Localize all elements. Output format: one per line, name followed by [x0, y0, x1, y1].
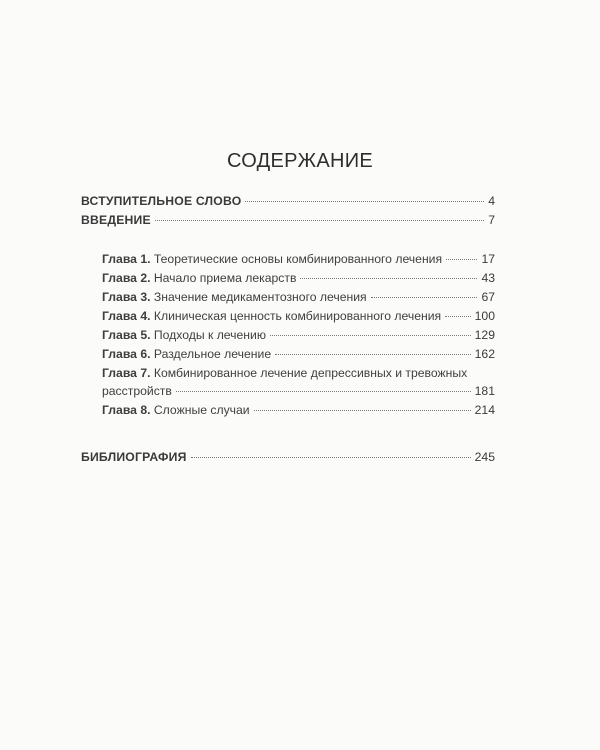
toc-entry-chapter-1: [102, 251, 495, 267]
toc-heading: СОДЕРЖАНИЕ: [226, 150, 374, 172]
page-number: 181: [474, 384, 495, 398]
chapter-label: Глава 2.: [102, 271, 151, 285]
toc-entry-chapter-3: [102, 289, 495, 305]
toc-entry-bibliography: [81, 449, 495, 465]
dot-leader: [300, 277, 477, 279]
chapter-label: Глава 3.: [102, 290, 151, 304]
chapter-title: Клиническая ценность комбинированного лечения: [153, 309, 442, 323]
page-number: 245: [474, 450, 495, 464]
chapter-title: Начало приема лекарств: [153, 271, 297, 285]
dot-leader: [270, 334, 471, 336]
dot-leader: [176, 390, 471, 392]
chapter-label: Глава 4.: [102, 309, 151, 323]
entry-title: БИБЛИОГРАФИЯ: [81, 450, 187, 464]
toc-entry-introduction: [81, 212, 495, 228]
chapter-label: Глава 6.: [102, 347, 151, 361]
toc-entry-chapter-8: [102, 402, 495, 418]
dot-leader: [371, 296, 478, 298]
toc-entry-chapter-5: [102, 327, 495, 343]
page-number: 4: [488, 194, 495, 208]
chapter-title: Теоретические основы комбинированного лечения: [153, 252, 443, 266]
page-number: 100: [474, 309, 495, 323]
dot-leader: [191, 456, 471, 458]
chapter-title: Комбинированное лечение депрессивных и тревожных: [153, 366, 468, 380]
page-number: 67: [481, 290, 495, 304]
chapter-title: Подходы к лечению: [153, 328, 266, 342]
chapter-label: Глава 1.: [102, 252, 151, 266]
page-number: 129: [474, 328, 495, 342]
entry-title: ВВЕДЕНИЕ: [81, 213, 151, 227]
chapter-label: Глава 7.: [102, 366, 151, 380]
page-number: 43: [481, 271, 495, 285]
chapter-label: Глава 5.: [102, 328, 151, 342]
dot-leader: [254, 409, 471, 411]
dot-leader: [445, 315, 471, 317]
chapter-title: Раздельное лечение: [153, 347, 272, 361]
page-number: 214: [474, 403, 495, 417]
page-number: 17: [481, 252, 495, 266]
chapter-title-continuation: расстройств: [102, 384, 172, 398]
toc-entry-chapter-4: [102, 308, 495, 324]
chapter-title: Значение медикаментозного лечения: [153, 290, 367, 304]
dot-leader: [275, 353, 471, 355]
dot-leader: [155, 219, 484, 221]
toc-entry-chapter-7-line1: [102, 365, 495, 381]
dot-leader: [245, 200, 484, 202]
entry-title: ВСТУПИТЕЛЬНОЕ СЛОВО: [81, 194, 242, 208]
chapter-title: Сложные случаи: [153, 403, 250, 417]
dot-leader: [446, 258, 477, 260]
page-number: 162: [474, 347, 495, 361]
toc-entry-chapter-2: [102, 270, 495, 286]
toc-entry-chapter-6: [102, 346, 495, 362]
toc-entry-intro-word: [81, 193, 495, 209]
chapter-label: Глава 8.: [102, 403, 151, 417]
toc-entry-chapter-7-line2: [102, 383, 495, 399]
page-number: 7: [488, 213, 495, 227]
